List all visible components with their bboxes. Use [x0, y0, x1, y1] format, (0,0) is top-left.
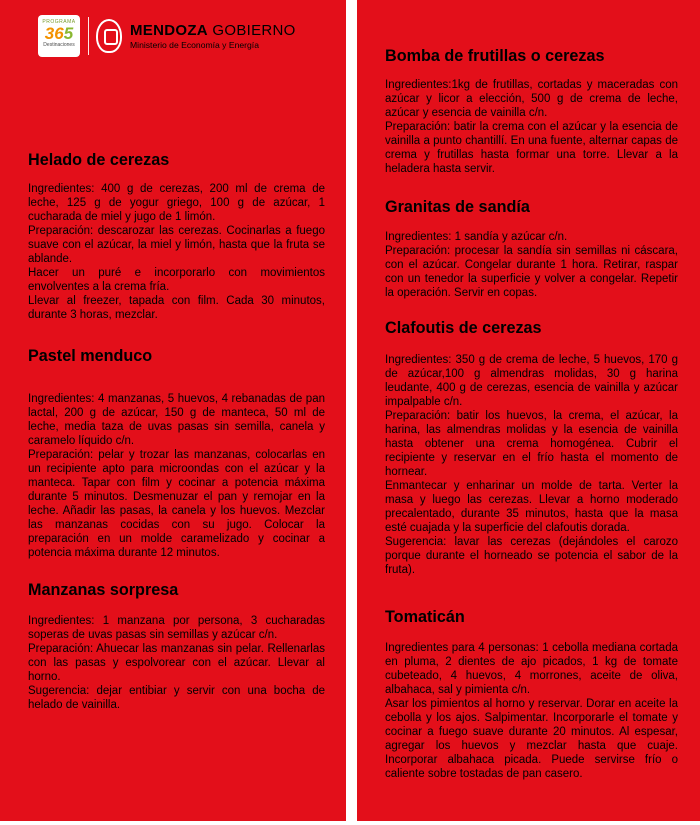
recipe-paragraph: Preparación: pelar y trozar las manzanas, colocarlas en un recipiente apto para microondas con el azúcar y la manteca. Tapar con film y cocinar a potencia máxima durante 5 minutos. Desmenuzar el pan y remojar en la leche. Añadir las pasas, la canela y los huevos. Mezclar las manzanas cocidas con su jugo. Colocar la preparación en un molde caramelizado y cocinar a potencia máxima durante 12 minutos. [28, 449, 325, 559]
recipe-body [385, 78, 678, 176]
recipe-title: Granitas de sandía [385, 198, 530, 216]
recipe-title: Tomaticán [385, 608, 465, 626]
recipe-title: Manzanas sorpresa [28, 581, 179, 599]
recipe-paragraph: Ingredientes: 350 g de crema de leche, 5 huevos, 170 g de azúcar,100 g almendras molidas, 30 g harina leudante, 400 g de cerezas, esencia de vainilla y azúcar impalpable c/n. [385, 354, 678, 408]
recipe-tomatican [385, 607, 678, 781]
recipe-paragraph: Sugerencia: dejar entibiar y servir con una bocha de helado de vainilla. [28, 685, 325, 711]
recipe-paragraph: Asar los pimientos al horno y reservar. Dorar en aceite la cebolla y los ajos. Salpimentar. Incorporarle el tomate y cocinar a fuego suave durante 20 minutos. Al espesar, agregar los huevos y mezclar hasta que cuaje. Incorporar albahaca picada. Puede servirse frío o caliente sobre tostadas de pan casero. [385, 698, 678, 780]
badge-top-text: PROGRAMA [42, 19, 76, 25]
badge-number: 365 [44, 24, 74, 43]
recipe-granitas-de-sandia [385, 197, 678, 300]
recipe-body [28, 614, 325, 712]
recipe-bomba-de-frutillas [385, 46, 678, 176]
recipe-paragraph: Ingredientes para 4 personas: 1 cebolla mediana cortada en pluma, 2 dientes de ajo picados, 1 kg de tomate cubeteado, 4 huevos, 4 morrones, aceite de oliva, albahaca, sal y pimienta c/n. [385, 642, 678, 696]
recipe-paragraph: Llevar al freezer, tapada con film. Cada 30 minutos, durante 3 horas, mezclar. [28, 295, 325, 321]
recipe-title: Helado de cerezas [28, 151, 170, 169]
recipe-paragraph: Ingredientes:1kg de frutillas, cortadas y maceradas con azúcar y licor a elección, 500 g de crema de leche, azúcar y esencia de vainilla c/n. [385, 79, 678, 119]
recipe-paragraph: Preparación: descarozar las cerezas. Cocinarlas a fuego suave con el azúcar, la miel y limón, hasta que la fruta se ablande. [28, 225, 325, 265]
ministry-name: Ministerio de Economía y Energía [130, 39, 259, 50]
recipe-paragraph: Ingredientes: 400 g de cerezas, 200 ml de crema de leche, 125 g de yogur griego, 100 g de azúcar, 1 cucharada de miel y jugo de 1 limón. [28, 183, 325, 223]
badge-bottom-text: Destinaciones [43, 42, 75, 48]
recipe-paragraph: Ingredientes: 1 sandía y azúcar c/n. [385, 231, 568, 243]
recipe-title: Clafoutis de cerezas [385, 319, 542, 337]
recipe-paragraph: Ingredientes: 4 manzanas, 5 huevos, 4 rebanadas de pan lactal, 200 g de azúcar, 150 g de manteca, 50 ml de leche, media taza de uvas pasas sin semilla, canela y caramelo líquido c/n. [28, 393, 325, 447]
gov-title: MENDOZA GOBIERNO [130, 21, 296, 39]
recipe-paragraph: Sugerencia: lavar las cerezas (dejándoles el carozo porque durante el horneado se potencia el sabor de la fruta). [385, 536, 678, 576]
recipe-pastel-menduco [28, 346, 325, 560]
recipe-helado-de-cerezas [28, 150, 325, 322]
recipe-title: Bomba de frutillas o cerezas [385, 47, 605, 65]
recipe-paragraph: Preparación: procesar la sandía sin semillas ni cáscara, con el azúcar. Congelar durante 1 hora. Retirar, raspar con un tenedor la superficie y volver a congelar. Repetir la operación. Servir en copas. [385, 245, 678, 299]
recipe-paragraph: Preparación: Ahuecar las manzanas sin pelar. Rellenarlas con las pasas y espolvorear con el azúcar. Llevar al horno. [28, 643, 325, 683]
provincial-seal-icon [96, 19, 122, 53]
recipe-body [385, 353, 678, 577]
logo-divider [88, 17, 89, 55]
recipe-title: Pastel menduco [28, 347, 153, 365]
program-365-logo [38, 15, 80, 57]
fold-edge [346, 0, 357, 825]
recipe-body [385, 641, 678, 781]
recipe-body [28, 182, 325, 322]
recipe-clafoutis-de-cerezas [385, 318, 678, 577]
recipe-body [385, 230, 678, 300]
header-logos [38, 13, 296, 59]
recipe-manzanas-sorpresa [28, 580, 325, 712]
government-logo-text [130, 23, 296, 50]
recipe-body [28, 392, 325, 560]
recipe-paragraph: Preparación: batir la crema con el azúcar y la esencia de vainilla a punto chantillí. En una fuente, alternar capas de crema y frutillas hasta formar una torre. Llevar a la heladera hasta servir. [385, 121, 678, 175]
recipe-paragraph: Preparación: batir los huevos, la crema, el azúcar, la harina, las almendras molidas y la esencia de vainilla hasta obtener una crema homogénea. Cubrir el recipiente y reservar en el frío hasta el momento de hornear. [385, 410, 678, 478]
recipe-paragraph: Enmantecar y enharinar un molde de tarta. Verter la masa y luego las cerezas. Llevar a horno moderado precalentado, durante 35 minutos, hasta que la masa esté cuajada y la superficie del clafoutis dorada. [385, 480, 678, 534]
recipe-paragraph: Hacer un puré e incorporarlo con movimientos envolventes a la crema fría. [28, 267, 325, 293]
recipe-paragraph: Ingredientes: 1 manzana por persona, 3 cucharadas soperas de uvas pasas sin semillas y azúcar c/n. [28, 615, 325, 641]
